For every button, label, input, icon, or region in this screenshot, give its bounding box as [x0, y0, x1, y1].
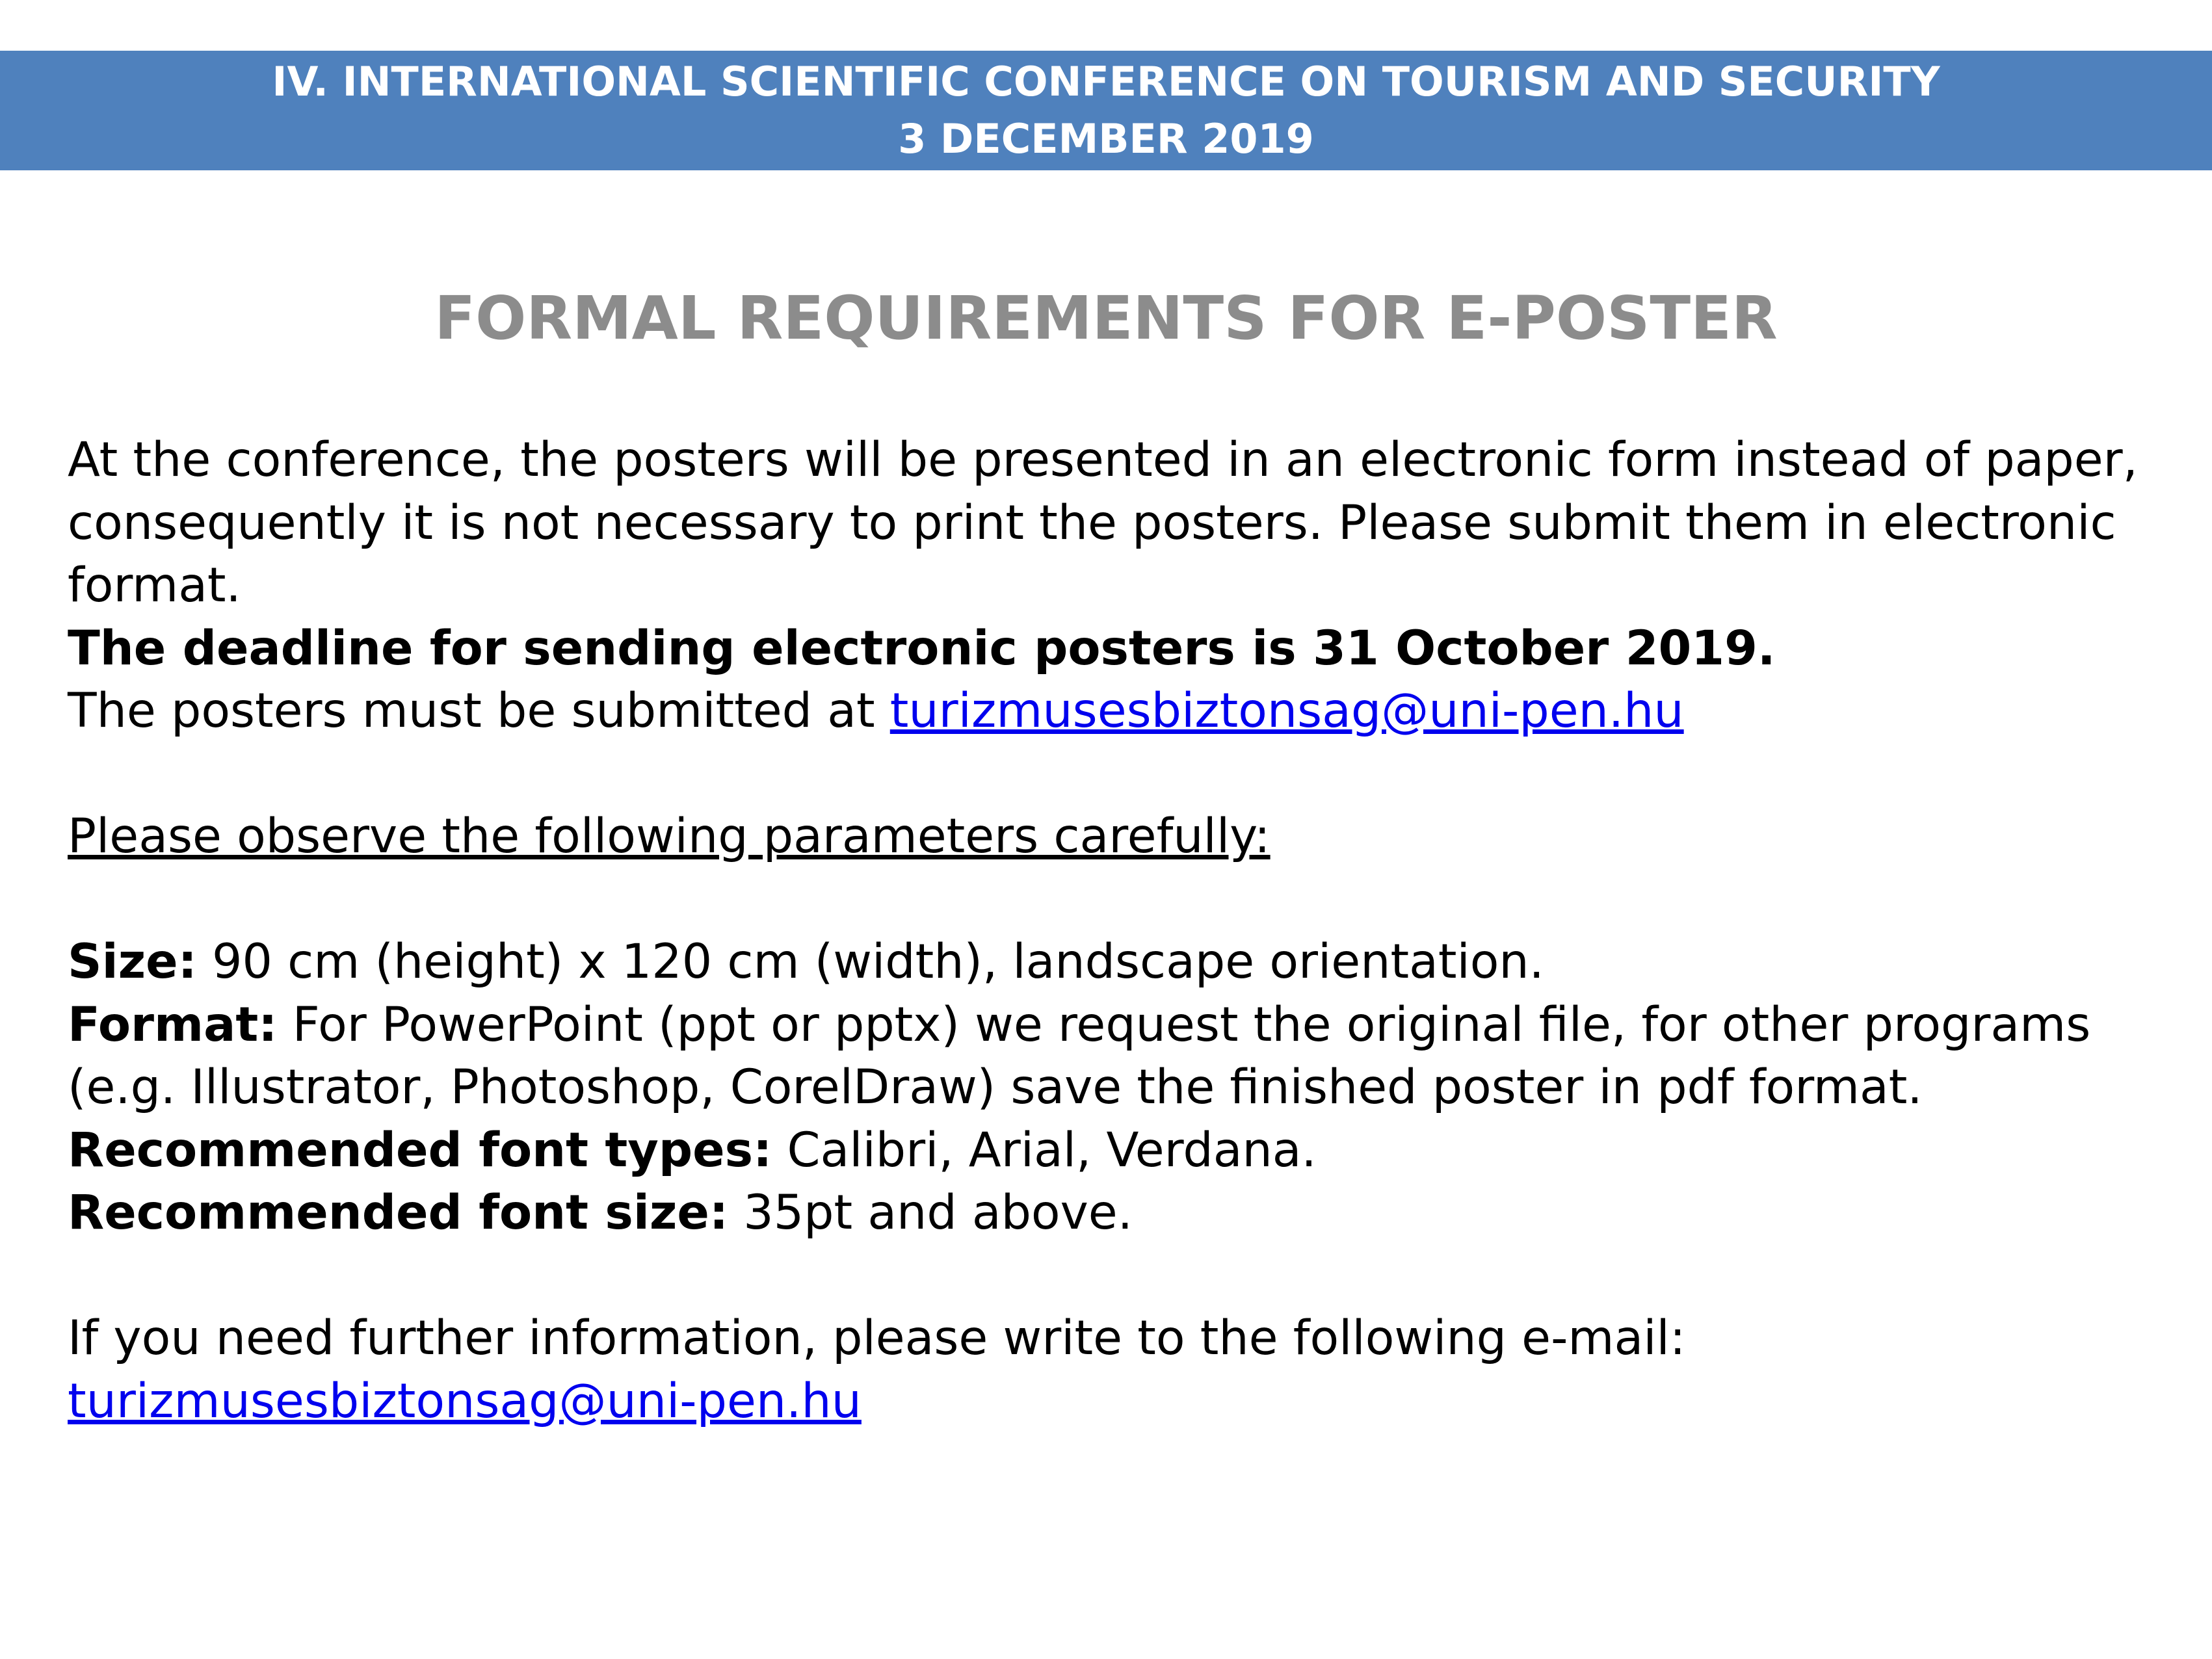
contact-line: [68, 1370, 2168, 1433]
param-size-label: Size:: [68, 934, 197, 989]
conference-banner: [0, 51, 2212, 170]
page-title: FORMAL REQUIREMENTS FOR E-POSTER: [434, 283, 1778, 353]
spacer: [68, 1245, 2168, 1308]
contact-text: If you need further information, please write to the following e-mail:: [68, 1311, 1686, 1366]
deadline-notice: The deadline for sending electronic posters is 31 October 2019.: [68, 620, 1776, 676]
param-size: [68, 931, 2168, 994]
param-font-types-label: Recommended font types:: [68, 1122, 772, 1178]
param-font-types: [68, 1119, 2168, 1182]
param-format-value: For PowerPoint (ppt or pptx) we request the original file, for other programs (e.g. Illustrator, Photoshop, CorelDraw) save the finished poster in pdf format.: [68, 997, 2091, 1115]
submission-email-link[interactable]: turizmusesbiztonsag@uni-pen.hu: [889, 683, 1684, 738]
intro-paragraph: At the conference, the posters will be presented in an electronic form instead of paper, consequently it is not necessary to print the posters. Please submit them in electronic format.: [68, 432, 2138, 613]
contact-email-link[interactable]: turizmusesbiztonsag@uni-pen.hu: [68, 1373, 862, 1429]
spacer: [68, 743, 2168, 806]
param-font-size: [68, 1182, 2168, 1245]
parameters-heading: Please observe the following parameters carefully:: [68, 809, 1271, 864]
param-size-value: 90 cm (height) x 120 cm (width), landscape orientation.: [196, 934, 1544, 989]
submission-text: The posters must be submitted at: [68, 683, 890, 738]
document-body: [68, 429, 2168, 1433]
param-font-size-value: 35pt and above.: [728, 1185, 1133, 1240]
param-format: [68, 994, 2168, 1119]
param-format-label: Format:: [68, 997, 278, 1052]
conference-name: IV. INTERNATIONAL SCIENTIFIC CONFERENCE ON TOURISM AND SECURITY: [272, 58, 1940, 105]
param-font-types-value: Calibri, Arial, Verdana.: [772, 1122, 1317, 1178]
spacer: [68, 869, 2168, 932]
submission-line: [68, 680, 2168, 743]
conference-date: 3 DECEMBER 2019: [898, 115, 1314, 163]
param-font-size-label: Recommended font size:: [68, 1185, 729, 1240]
